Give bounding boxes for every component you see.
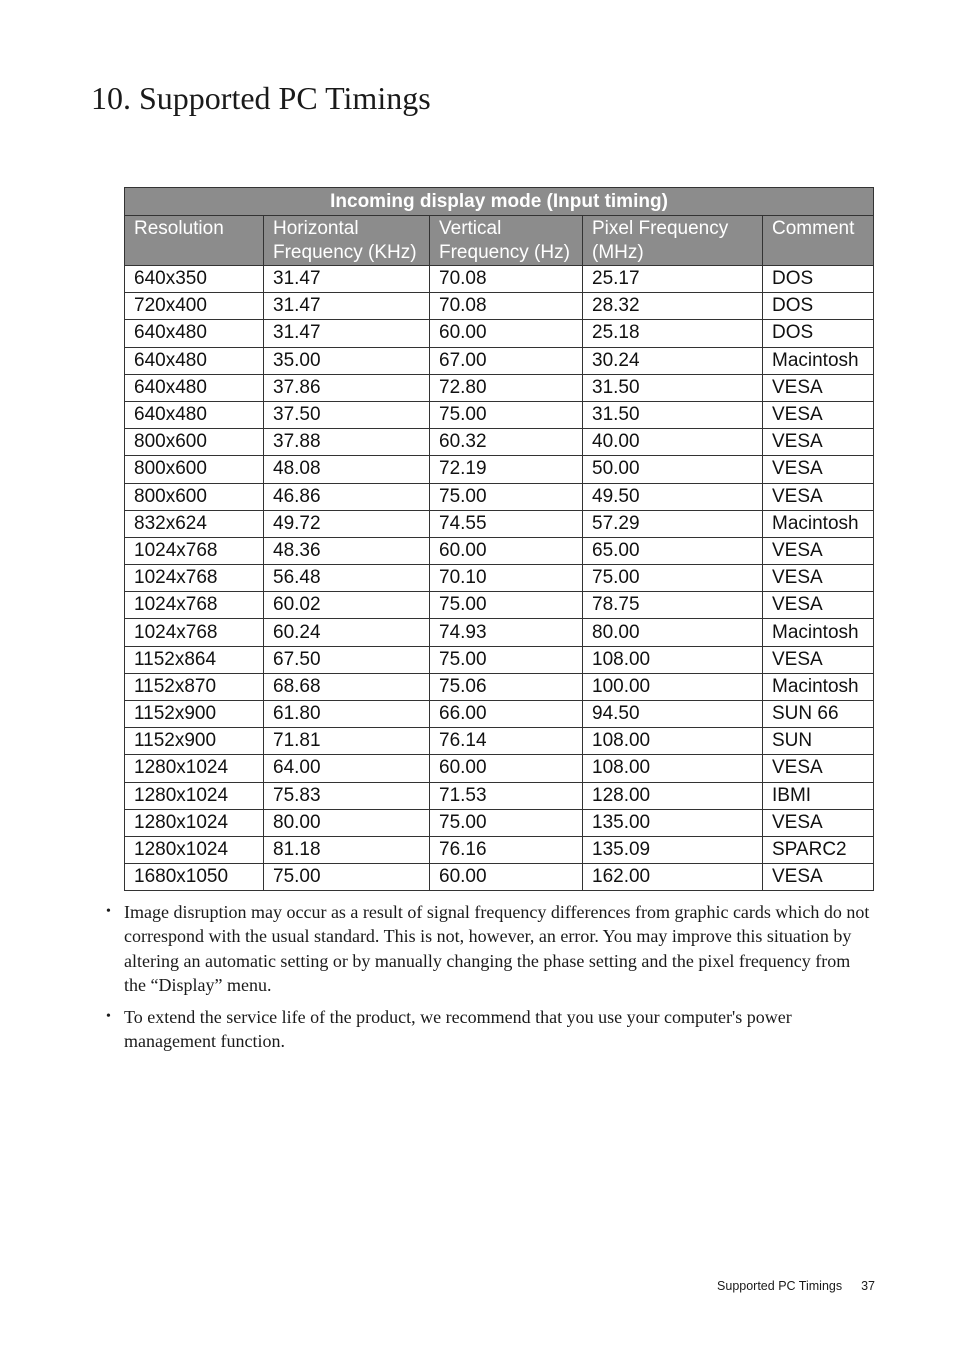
cell-pixel-frequency: 94.50 — [583, 701, 763, 728]
cell-vertical-frequency: 71.53 — [430, 782, 583, 809]
table-row — [125, 728, 874, 755]
cell-comment: DOS — [763, 266, 874, 293]
cell-resolution: 1024x768 — [125, 619, 264, 646]
timing-table — [124, 187, 874, 891]
cell-pixel-frequency: 162.00 — [583, 864, 763, 891]
cell-horizontal-frequency: 81.18 — [264, 836, 430, 863]
cell-resolution: 1024x768 — [125, 592, 264, 619]
timing-table-body — [125, 266, 874, 891]
cell-horizontal-frequency: 64.00 — [264, 755, 430, 782]
cell-comment: VESA — [763, 483, 874, 510]
cell-comment: VESA — [763, 456, 874, 483]
cell-vertical-frequency: 75.00 — [430, 401, 583, 428]
cell-pixel-frequency: 75.00 — [583, 565, 763, 592]
cell-comment: DOS — [763, 320, 874, 347]
table-row — [125, 565, 874, 592]
table-row — [125, 456, 874, 483]
cell-horizontal-frequency: 31.47 — [264, 320, 430, 347]
cell-resolution: 1152x900 — [125, 701, 264, 728]
cell-vertical-frequency: 67.00 — [430, 347, 583, 374]
table-row — [125, 646, 874, 673]
table-row — [125, 592, 874, 619]
cell-resolution: 1152x870 — [125, 673, 264, 700]
cell-pixel-frequency: 108.00 — [583, 728, 763, 755]
table-row — [125, 483, 874, 510]
cell-pixel-frequency: 78.75 — [583, 592, 763, 619]
cell-pixel-frequency: 100.00 — [583, 673, 763, 700]
table-row — [125, 429, 874, 456]
cell-horizontal-frequency: 75.83 — [264, 782, 430, 809]
cell-resolution: 800x600 — [125, 429, 264, 456]
cell-resolution: 1024x768 — [125, 537, 264, 564]
cell-resolution: 1280x1024 — [125, 809, 264, 836]
table-header-row — [125, 216, 874, 266]
cell-resolution: 1024x768 — [125, 565, 264, 592]
cell-resolution: 1280x1024 — [125, 836, 264, 863]
cell-resolution: 640x480 — [125, 347, 264, 374]
note-text: Image disruption may occur as a result of signal frequency differences from graphic cards which do not correspond with the usual standard. This is not, however, an error. You may improve this situation by altering an automatic setting or by manually changing the phase setting and the pixel frequency from the “Display” menu. — [124, 902, 870, 995]
cell-vertical-frequency: 70.08 — [430, 266, 583, 293]
cell-horizontal-frequency: 80.00 — [264, 809, 430, 836]
table-row — [125, 293, 874, 320]
cell-pixel-frequency: 135.09 — [583, 836, 763, 863]
table-row — [125, 836, 874, 863]
cell-horizontal-frequency: 37.88 — [264, 429, 430, 456]
cell-pixel-frequency: 65.00 — [583, 537, 763, 564]
cell-vertical-frequency: 75.00 — [430, 646, 583, 673]
cell-vertical-frequency: 66.00 — [430, 701, 583, 728]
cell-horizontal-frequency: 56.48 — [264, 565, 430, 592]
footer-page-number: 37 — [861, 1279, 875, 1293]
table-row — [125, 809, 874, 836]
cell-horizontal-frequency: 31.47 — [264, 266, 430, 293]
cell-comment: VESA — [763, 429, 874, 456]
table-row — [125, 755, 874, 782]
cell-vertical-frequency: 60.00 — [430, 864, 583, 891]
cell-horizontal-frequency: 48.36 — [264, 537, 430, 564]
cell-vertical-frequency: 75.00 — [430, 592, 583, 619]
cell-comment: VESA — [763, 537, 874, 564]
cell-comment: SPARC2 — [763, 836, 874, 863]
table-row — [125, 347, 874, 374]
cell-vertical-frequency: 74.55 — [430, 510, 583, 537]
table-row — [125, 510, 874, 537]
cell-comment: VESA — [763, 592, 874, 619]
cell-resolution: 1280x1024 — [125, 755, 264, 782]
table-caption: Incoming display mode (Input timing) — [125, 188, 874, 216]
note-item — [106, 1005, 876, 1054]
cell-resolution: 1152x900 — [125, 728, 264, 755]
cell-vertical-frequency: 70.10 — [430, 565, 583, 592]
cell-horizontal-frequency: 31.47 — [264, 293, 430, 320]
cell-pixel-frequency: 31.50 — [583, 401, 763, 428]
table-row — [125, 401, 874, 428]
header-horizontal-frequency: Horizontal Frequency (KHz) — [264, 216, 430, 266]
cell-pixel-frequency: 49.50 — [583, 483, 763, 510]
cell-vertical-frequency: 70.08 — [430, 293, 583, 320]
cell-comment: DOS — [763, 293, 874, 320]
cell-pixel-frequency: 135.00 — [583, 809, 763, 836]
cell-comment: Macintosh — [763, 673, 874, 700]
cell-horizontal-frequency: 37.86 — [264, 374, 430, 401]
cell-horizontal-frequency: 75.00 — [264, 864, 430, 891]
notes-list — [106, 900, 876, 1062]
cell-pixel-frequency: 108.00 — [583, 755, 763, 782]
table-caption-row — [125, 188, 874, 216]
cell-vertical-frequency: 75.00 — [430, 809, 583, 836]
table-row — [125, 537, 874, 564]
cell-pixel-frequency: 128.00 — [583, 782, 763, 809]
cell-vertical-frequency: 76.16 — [430, 836, 583, 863]
cell-horizontal-frequency: 61.80 — [264, 701, 430, 728]
cell-pixel-frequency: 28.32 — [583, 293, 763, 320]
cell-horizontal-frequency: 60.02 — [264, 592, 430, 619]
bullet-icon: • — [106, 904, 111, 919]
cell-vertical-frequency: 60.32 — [430, 429, 583, 456]
cell-horizontal-frequency: 49.72 — [264, 510, 430, 537]
cell-horizontal-frequency: 48.08 — [264, 456, 430, 483]
cell-resolution: 640x480 — [125, 374, 264, 401]
cell-vertical-frequency: 75.06 — [430, 673, 583, 700]
cell-pixel-frequency: 50.00 — [583, 456, 763, 483]
cell-comment: VESA — [763, 374, 874, 401]
cell-horizontal-frequency: 60.24 — [264, 619, 430, 646]
cell-comment: Macintosh — [763, 347, 874, 374]
table-row — [125, 374, 874, 401]
cell-pixel-frequency: 40.00 — [583, 429, 763, 456]
header-comment: Comment — [763, 216, 874, 266]
cell-vertical-frequency: 72.80 — [430, 374, 583, 401]
cell-resolution: 1152x864 — [125, 646, 264, 673]
cell-horizontal-frequency: 46.86 — [264, 483, 430, 510]
cell-resolution: 800x600 — [125, 456, 264, 483]
cell-comment: SUN 66 — [763, 701, 874, 728]
cell-resolution: 720x400 — [125, 293, 264, 320]
header-vertical-frequency: Vertical Frequency (Hz) — [430, 216, 583, 266]
cell-comment: VESA — [763, 755, 874, 782]
cell-vertical-frequency: 72.19 — [430, 456, 583, 483]
bullet-icon: • — [106, 1009, 111, 1025]
note-item — [106, 900, 876, 997]
cell-horizontal-frequency: 71.81 — [264, 728, 430, 755]
cell-horizontal-frequency: 35.00 — [264, 347, 430, 374]
cell-vertical-frequency: 60.00 — [430, 320, 583, 347]
cell-pixel-frequency: 80.00 — [583, 619, 763, 646]
table-row — [125, 266, 874, 293]
cell-comment: Macintosh — [763, 510, 874, 537]
cell-vertical-frequency: 75.00 — [430, 483, 583, 510]
cell-vertical-frequency: 60.00 — [430, 755, 583, 782]
cell-comment: VESA — [763, 809, 874, 836]
cell-resolution: 640x480 — [125, 401, 264, 428]
cell-resolution: 1680x1050 — [125, 864, 264, 891]
cell-pixel-frequency: 108.00 — [583, 646, 763, 673]
cell-pixel-frequency: 25.17 — [583, 266, 763, 293]
cell-pixel-frequency: 57.29 — [583, 510, 763, 537]
cell-resolution: 640x480 — [125, 320, 264, 347]
cell-comment: IBMI — [763, 782, 874, 809]
table-row — [125, 619, 874, 646]
cell-resolution: 800x600 — [125, 483, 264, 510]
cell-comment: Macintosh — [763, 619, 874, 646]
table-row — [125, 782, 874, 809]
table-row — [125, 701, 874, 728]
cell-horizontal-frequency: 67.50 — [264, 646, 430, 673]
cell-pixel-frequency: 31.50 — [583, 374, 763, 401]
table-row — [125, 320, 874, 347]
header-resolution: Resolution — [125, 216, 264, 266]
cell-comment: VESA — [763, 565, 874, 592]
cell-comment: SUN — [763, 728, 874, 755]
table-row — [125, 673, 874, 700]
cell-resolution: 1280x1024 — [125, 782, 264, 809]
cell-comment: VESA — [763, 864, 874, 891]
cell-comment: VESA — [763, 401, 874, 428]
note-text: To extend the service life of the product, we recommend that you use your computer's power management function. — [124, 1007, 792, 1052]
header-pixel-frequency: Pixel Frequency (MHz) — [583, 216, 763, 266]
cell-pixel-frequency: 25.18 — [583, 320, 763, 347]
cell-vertical-frequency: 76.14 — [430, 728, 583, 755]
cell-vertical-frequency: 60.00 — [430, 537, 583, 564]
page-footer — [690, 1279, 875, 1293]
cell-vertical-frequency: 74.93 — [430, 619, 583, 646]
cell-pixel-frequency: 30.24 — [583, 347, 763, 374]
cell-resolution: 832x624 — [125, 510, 264, 537]
cell-resolution: 640x350 — [125, 266, 264, 293]
table-row — [125, 864, 874, 891]
cell-horizontal-frequency: 68.68 — [264, 673, 430, 700]
cell-horizontal-frequency: 37.50 — [264, 401, 430, 428]
footer-section-title: Supported PC Timings — [717, 1279, 843, 1293]
cell-comment: VESA — [763, 646, 874, 673]
page-title: 10. Supported PC Timings — [91, 80, 431, 116]
